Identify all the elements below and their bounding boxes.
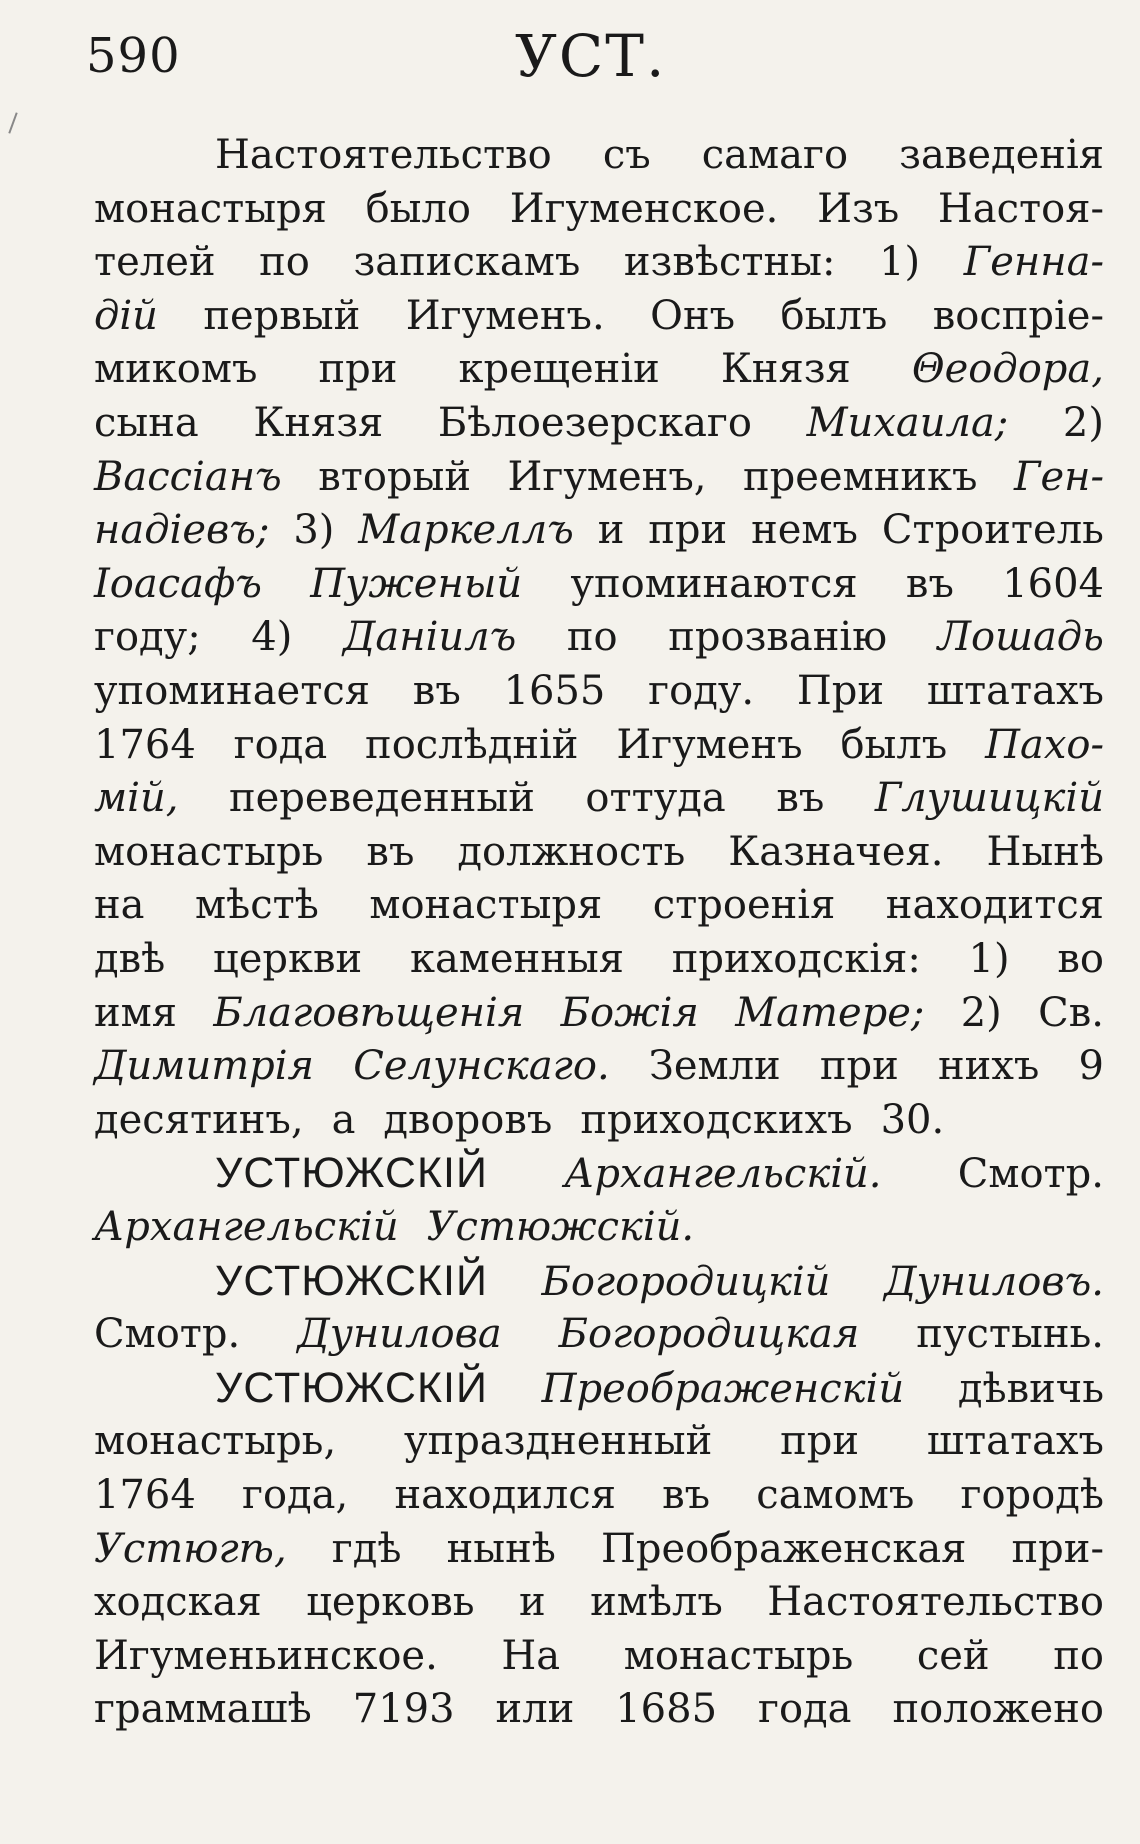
word: Игуменъ — [616, 721, 803, 768]
word: въ — [662, 1472, 711, 1518]
italic-word: Пуженый — [310, 560, 523, 607]
page-number: 590 — [86, 28, 181, 84]
word: монастырь — [94, 828, 324, 875]
word: монастырь, — [94, 1418, 337, 1465]
word: во — [1057, 936, 1104, 982]
word: 2) — [960, 989, 1002, 1036]
word: или — [495, 1686, 575, 1733]
italic-word: Дуниловъ. — [883, 1258, 1104, 1305]
word: по — [259, 239, 310, 286]
word: первый — [203, 292, 361, 339]
text-line — [94, 718, 1104, 772]
word: Игуменьинское. — [94, 1632, 438, 1679]
word: штатахъ — [926, 668, 1104, 714]
word: при — [819, 1043, 899, 1090]
word: при — [648, 507, 728, 554]
word: должность — [457, 828, 686, 875]
word: по — [1053, 1632, 1104, 1679]
italic-word: Даніилъ — [342, 614, 517, 661]
word: было — [365, 185, 472, 232]
word: Князя — [253, 400, 384, 446]
italic-word: дій — [94, 292, 158, 339]
word: монастырь — [623, 1632, 854, 1679]
text-line — [94, 1039, 1104, 1093]
text-line — [94, 1307, 1104, 1361]
word: Настоя- — [937, 185, 1104, 232]
italic-word: Глушицкій — [874, 775, 1104, 822]
word: въ — [905, 560, 954, 607]
word: упраздненный — [404, 1418, 713, 1465]
word: пустынь. — [916, 1311, 1104, 1358]
word: съ — [602, 132, 651, 178]
text-line — [94, 1575, 1104, 1629]
text-line — [94, 396, 1104, 450]
word: крещеніи — [458, 346, 660, 393]
word: Изъ — [817, 185, 900, 232]
text-line — [94, 1682, 1104, 1736]
italic-word: Преображенскій — [541, 1365, 905, 1412]
word: микомъ — [94, 346, 258, 393]
word: городѣ — [960, 1472, 1104, 1518]
italic-word: Богородицкій — [541, 1258, 831, 1305]
italic-word: мій, — [94, 775, 179, 822]
text-line — [94, 1522, 1104, 1576]
entry-heading-word: УСТЮЖСКІЙ — [215, 1363, 488, 1412]
word: Игуменское. — [509, 185, 779, 232]
text-line — [94, 771, 1104, 825]
italic-word: Ген- — [1013, 453, 1104, 500]
word: 30. — [880, 1096, 945, 1143]
text-line — [94, 450, 1104, 504]
italic-word: Благовѣщенія — [213, 989, 525, 1036]
word: строенія — [652, 882, 836, 929]
word: Настоятельство — [767, 1579, 1104, 1626]
word: церковь — [306, 1579, 475, 1626]
italic-word: Іоасафъ — [94, 560, 262, 607]
word: Нынѣ — [986, 828, 1104, 875]
word: При — [796, 668, 885, 714]
word: былъ — [780, 292, 888, 339]
word: мѣстѣ — [194, 882, 319, 929]
word: воспріе- — [932, 292, 1104, 339]
word: 1685 — [615, 1686, 718, 1733]
word: Св. — [1038, 989, 1104, 1036]
word: прозванію — [668, 614, 888, 661]
word: каменныя — [409, 936, 624, 982]
word: Строитель — [881, 507, 1104, 554]
text-line — [94, 932, 1104, 986]
word: самомъ — [756, 1472, 915, 1518]
word: Смотр. — [957, 1151, 1104, 1198]
word: запискамъ — [353, 239, 581, 286]
word: положено — [892, 1686, 1104, 1733]
italic-word: Богородицкая — [558, 1311, 860, 1358]
word: по — [566, 614, 618, 661]
word: заведенія — [899, 132, 1104, 178]
word: 7193 — [352, 1686, 455, 1733]
word: имя — [94, 989, 178, 1036]
italic-word: Селунскаго. — [353, 1043, 610, 1090]
word: 4) — [251, 614, 293, 661]
italic-word: Устюжскій. — [426, 1204, 695, 1250]
entry-heading-word: УСТЮЖСКІЙ — [215, 1149, 488, 1198]
word: Казначея. — [728, 828, 944, 875]
italic-word: Θеодора, — [911, 346, 1104, 393]
italic-word: Маркеллъ — [358, 507, 574, 554]
text-line — [94, 610, 1104, 664]
word: 3) — [293, 507, 335, 554]
word: при- — [1011, 1525, 1104, 1572]
word: нихъ — [938, 1043, 1040, 1090]
text-line — [94, 1629, 1104, 1683]
word: при — [318, 346, 398, 393]
word: послѣдній — [365, 721, 579, 768]
word: 1764 — [94, 1472, 196, 1518]
word: Игуменъ, — [507, 453, 707, 500]
word: въ — [776, 775, 825, 822]
text-line — [94, 289, 1104, 343]
word: телей — [94, 239, 216, 286]
entry-heading-word: УСТЮЖСКІЙ — [215, 1256, 488, 1305]
word: въ — [412, 668, 461, 714]
word: переведенный — [228, 775, 535, 822]
text-line — [94, 235, 1104, 289]
word: и — [597, 507, 625, 554]
italic-word: Лошадь — [937, 614, 1104, 661]
word: имѣлъ — [590, 1579, 723, 1626]
word: десятинъ, — [94, 1096, 304, 1143]
word: года — [758, 1686, 852, 1733]
word: Настоятельство — [215, 132, 552, 178]
text-line — [94, 503, 1104, 557]
word: оттуда — [585, 775, 726, 822]
text-line — [94, 1200, 1104, 1254]
word: Онъ — [650, 292, 736, 339]
word: вторый — [318, 453, 472, 500]
word: двѣ — [94, 936, 166, 982]
text-line — [94, 557, 1104, 611]
word: и — [519, 1579, 546, 1626]
word: упоминаются — [570, 560, 858, 607]
italic-word: Архангельскій. — [564, 1151, 882, 1198]
italic-word: Димитрія — [94, 1043, 315, 1090]
text-line — [215, 1361, 1104, 1415]
word: Земли — [648, 1043, 781, 1090]
italic-word: Генна- — [963, 239, 1104, 286]
word: въ — [366, 828, 415, 875]
word: 1604 — [1002, 560, 1104, 607]
word: 9 — [1078, 1043, 1104, 1090]
word: Князя — [720, 346, 851, 393]
word: находился — [394, 1472, 616, 1518]
word: 2) — [1062, 400, 1104, 446]
text-line — [94, 342, 1104, 396]
italic-word: Вассіанъ — [94, 453, 282, 500]
word: Смотр. — [94, 1311, 241, 1358]
text-line — [94, 825, 1104, 879]
italic-word: Божія — [560, 989, 699, 1036]
word: 1655 — [503, 668, 606, 714]
word: году; — [94, 614, 201, 661]
text-line — [215, 1146, 1104, 1200]
italic-word: Устюгѣ, — [94, 1525, 287, 1572]
word: находится — [885, 882, 1104, 929]
word: извѣстны: — [623, 239, 836, 286]
word: Преображенская — [601, 1525, 967, 1572]
running-head: УСТ. — [515, 22, 667, 90]
margin-mark — [8, 112, 17, 133]
word: года, — [242, 1472, 349, 1518]
italic-word: надіевъ; — [94, 507, 270, 554]
word: преемникъ — [742, 453, 978, 500]
word: граммашѣ — [94, 1686, 312, 1733]
word: дѣвичь — [957, 1365, 1104, 1412]
word: На — [501, 1632, 561, 1679]
word: самаго — [701, 132, 849, 178]
word: на — [94, 882, 145, 929]
word: а — [331, 1096, 356, 1143]
word: монастыря — [369, 882, 603, 929]
text-line — [94, 1414, 1104, 1468]
text-line — [215, 1254, 1104, 1308]
word: сей — [916, 1632, 990, 1679]
word: 1764 — [94, 721, 196, 768]
word: 1) — [968, 936, 1010, 982]
text-line — [94, 664, 1104, 718]
word: нынѣ — [446, 1525, 556, 1572]
word: ходская — [94, 1579, 262, 1626]
text-line — [215, 128, 1104, 182]
word: году. — [648, 668, 755, 714]
italic-word: Архангельскій — [94, 1204, 399, 1250]
word: приходскія: — [671, 936, 921, 982]
word: штатахъ — [926, 1418, 1104, 1465]
word: былъ — [840, 721, 948, 768]
word: при — [780, 1418, 860, 1465]
word: года — [233, 721, 328, 768]
italic-word: Михаила; — [806, 400, 1009, 446]
word: сына — [94, 400, 199, 446]
text-line — [94, 1468, 1104, 1522]
word: дворовъ — [383, 1096, 553, 1143]
italic-word: Дунилова — [297, 1311, 502, 1358]
text-line — [94, 878, 1104, 932]
word: упоминается — [94, 668, 370, 714]
word: монастыря — [94, 185, 327, 232]
italic-word: Пахо- — [985, 721, 1104, 768]
word: Игуменъ. — [405, 292, 605, 339]
word: 1) — [879, 239, 921, 286]
text-line — [94, 1093, 1104, 1147]
word: приходскихъ — [580, 1096, 853, 1143]
word: гдѣ — [331, 1525, 402, 1572]
text-line — [94, 182, 1104, 236]
word: Бѣлоезерскаго — [437, 400, 752, 446]
text-line — [94, 986, 1104, 1040]
word: немъ — [751, 507, 858, 554]
word: церкви — [213, 936, 363, 982]
italic-word: Матере; — [735, 989, 925, 1036]
